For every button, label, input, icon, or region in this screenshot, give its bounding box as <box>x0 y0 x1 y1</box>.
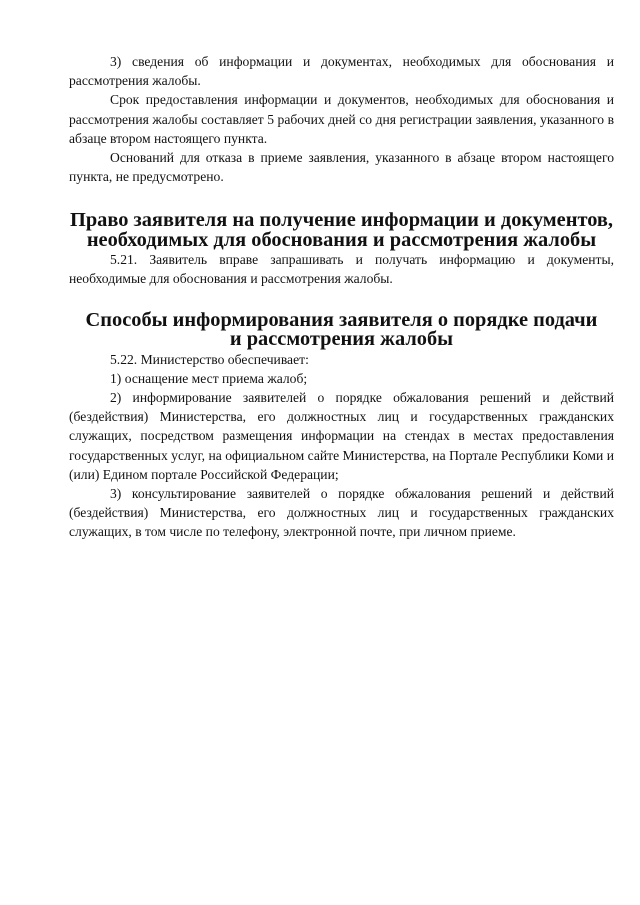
list-item-informing: 2) информирование заявителей о порядке обжалования решений и действий (бездействия) Министерства, его должностных лиц и государственных гражданских служащих, посредством размещения информации на стендах в местах предоставления государственных услуг, на официальном сайте Министерства, на Портале Республики Коми и (или) Едином портале Российской Федерации; <box>69 390 614 482</box>
heading-line: и рассмотрения жалобы <box>229 328 454 351</box>
section-heading-applicant-right <box>69 211 614 249</box>
paragraph-no-refusal-grounds: Оснований для отказа в приеме заявления, указанного в абзаце втором настоящего пункта, не предусмотрено. <box>69 150 614 185</box>
paragraph-3-information-details: 3) сведения об информации и документах, необходимых для обоснования и рассмотрения жалобы. <box>69 54 614 89</box>
document-page <box>69 52 614 542</box>
heading-line: необходимых для обоснования и рассмотрения жалобы <box>86 228 597 251</box>
paragraph-5-22: 5.22. Министерство обеспечивает: <box>110 351 309 367</box>
heading-line: Право заявителя на получение информации и документов, <box>69 209 614 232</box>
list-item-consulting: 3) консультирование заявителей о порядке обжалования решений и действий (бездействия) Министерства, его должностных лиц и государственных гражданских служащих, в том числе по телефону, электронной почте, при личном приеме. <box>69 486 614 540</box>
section-spacer <box>69 288 614 311</box>
paragraph-deadline: Срок предоставления информации и документов, необходимых для обоснования и рассмотрения жалобы составляет 5 рабочих дней со дня регистрации заявления, указанного в абзаце втором настоящего пункта. <box>69 92 614 146</box>
section-heading-informing-methods <box>69 311 614 349</box>
section-spacer <box>69 186 614 211</box>
list-item-equipping: 1) оснащение мест приема жалоб; <box>110 370 308 386</box>
heading-line: Способы информирования заявителя о порядке подачи <box>85 309 598 332</box>
paragraph-5-21: 5.21. Заявитель вправе запрашивать и получать информацию и документы, необходимые для обоснования и рассмотрения жалобы. <box>69 251 614 287</box>
